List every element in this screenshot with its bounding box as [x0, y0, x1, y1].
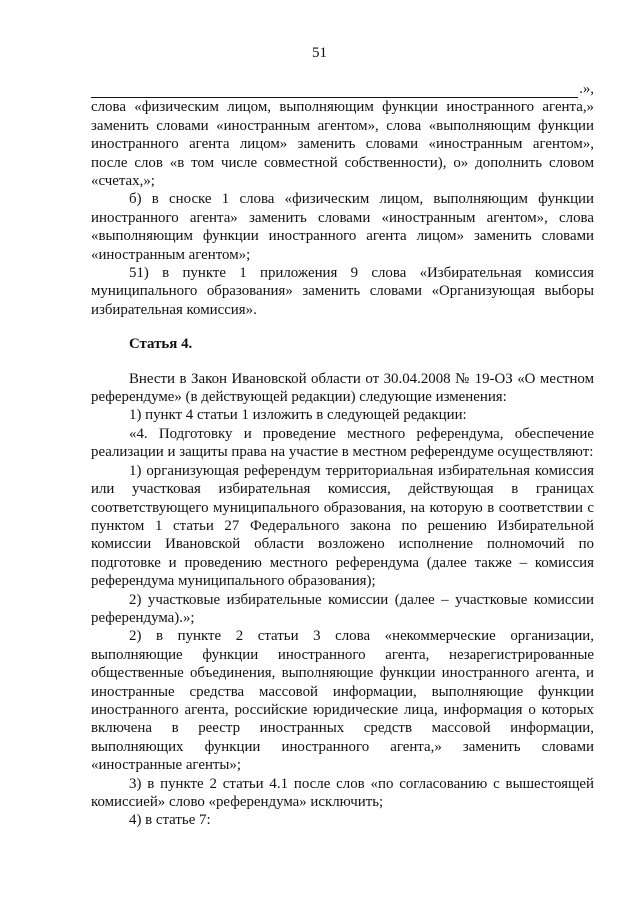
- paragraph-p1: слова «физическим лицом, выполняющим функции иностранного агента,» заменить словами «иностранным агентом», слова «выполняющим функции иностранного агента лицом» заменить словами «иностранным агентом», после слов «в том числе совместной собственности), о» дополнить словом «счетах,»;: [91, 99, 594, 190]
- paragraph-p11: 4) в статье 7:: [129, 812, 211, 829]
- paragraph-p7: 1) организующая референдум территориальная избирательная комиссия или участковая избирательная комиссия, действующая в границах соответствующего муниципального образования, на которую в соответствии с пунктом 1 статьи 27 Федерального закона по решению Избирательной комиссии Ивановской области возложено исполнение полномочий по подготовке и проведению местного референдума (далее также – комиссия референдума муниципального образования);: [91, 462, 594, 590]
- article-heading: Статья 4.: [129, 336, 193, 353]
- paragraph-p9: 2) в пункте 2 статьи 3 слова «некоммерческие организации, выполняющие функции иностранного агента, незарегистрированные общественные объединения, выполняющие функции иностранного агента, и иностранные средства массовой информации, выполняющие функции иностранного агента, российские юридические лица, информация о которых включена в реестр иностранных средств массовой информации, выполняющих функции иностранного агента,» заменить словами «иностранные агенты»;: [91, 628, 594, 774]
- paragraph-p5: 1) пункт 4 статьи 1 изложить в следующей редакции:: [129, 407, 467, 424]
- document-body: [91, 80, 594, 830]
- underline-rule: [91, 85, 578, 98]
- paragraph-p2: б) в сноске 1 слова «физическим лицом, выполняющим функции иностранного агента» заменить словами «иностранным агентом», слова «выполняющим функции иностранного агента лицом» заменить словами «иностранным агентом»;: [91, 191, 594, 263]
- spacer: [91, 354, 594, 370]
- spacer: [91, 319, 594, 335]
- continuation-line: [91, 80, 594, 98]
- paragraph-p4: Внести в Закон Ивановской области от 30.04.2008 № 19-ОЗ «О местном референдуме» (в действующей редакции) следующие изменения:: [91, 370, 594, 406]
- paragraph-p3: 51) в пункте 1 приложения 9 слова «Избирательная комиссия муниципального образования» заменить словами «Организующая выборы избирательная комиссия».: [91, 265, 594, 318]
- continuation-tail: .»,: [579, 80, 594, 97]
- paragraph-p10: 3) в пункте 2 статьи 4.1 после слов «по согласованию с вышестоящей комиссией» слово «референдума» исключить;: [91, 775, 594, 811]
- paragraph-p6: «4. Подготовку и проведение местного референдума, обеспечение реализации и защиты права на участие в местном референдуме осуществляют:: [91, 425, 594, 461]
- paragraph-p8: 2) участковые избирательные комиссии (далее – участковые комиссии референдума).»;: [91, 591, 594, 626]
- page-number: 51: [312, 45, 327, 61]
